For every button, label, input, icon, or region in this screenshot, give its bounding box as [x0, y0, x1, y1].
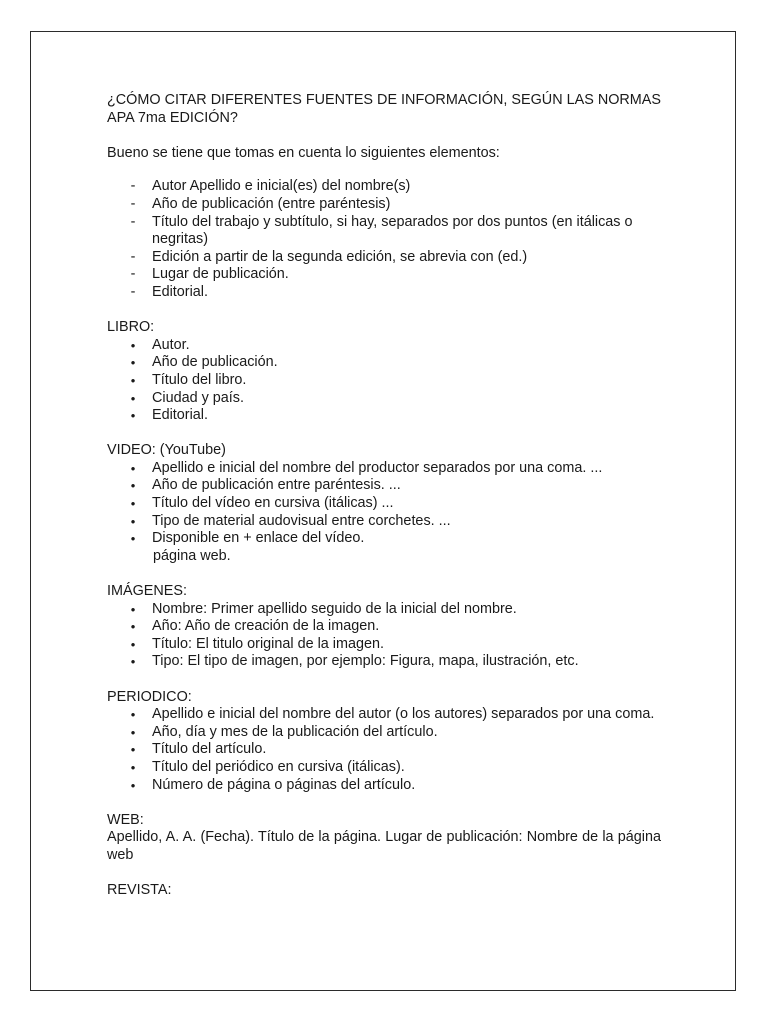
list-item: • Editorial. [107, 407, 661, 425]
bullet-marker: • [130, 531, 136, 547]
video-after-text: página web. [153, 547, 231, 564]
document-title: ¿CÓMO CITAR DIFERENTES FUENTES DE INFORMACIÓN, SEGÚN LAS NORMAS APA 7ma EDICIÓN? [107, 92, 661, 126]
list-item: • Tipo de material audovisual entre corchetes. ... [107, 513, 661, 531]
list-item: • Año: Año de creación de la imagen. [107, 618, 661, 636]
list-item: • Tipo: El tipo de imagen, por ejemplo: Figura, mapa, ilustración, etc. [107, 653, 661, 671]
section-heading-imagenes: IMÁGENES: [107, 583, 187, 600]
list-item: - Año de publicación (entre paréntesis) [107, 196, 661, 214]
section-periodico [107, 689, 661, 795]
list-item: - Título del trabajo y subtítulo, si hay, separados por dos puntos (en itálicas o negritas) [107, 214, 661, 249]
list-item: • Disponible en + enlace del vídeo. [107, 530, 661, 548]
section-revista [107, 882, 661, 900]
bullet-marker: • [130, 601, 136, 617]
bullet-marker: • [130, 777, 136, 793]
bullet-marker: • [130, 408, 136, 424]
list-item: • Título: El titulo original de la imagen. [107, 636, 661, 654]
list-item: • Año de publicación. [107, 354, 661, 372]
dash-marker: - [130, 283, 136, 300]
section-heading-revista: REVISTA: [107, 882, 172, 899]
bullet-marker: • [130, 619, 136, 635]
libro-list [107, 337, 661, 425]
section-heading-web: WEB: [107, 811, 144, 828]
list-item: - Editorial. [107, 284, 661, 302]
section-heading-video: VIDEO: (YouTube) [107, 442, 226, 459]
bullet-marker: • [130, 478, 136, 494]
section-video [107, 442, 661, 565]
list-item: - Lugar de publicación. [107, 266, 661, 284]
section-imagenes [107, 583, 661, 671]
bullet-marker: • [130, 654, 136, 670]
list-item: • Apellido e inicial del nombre del productor separados por una coma. ... [107, 460, 661, 478]
list-item: • Ciudad y país. [107, 390, 661, 408]
list-item: • Autor. [107, 337, 661, 355]
bullet-marker: • [130, 390, 136, 406]
web-citation-text: Apellido, A. A. (Fecha). Título de la página. Lugar de publicación: Nombre de la página web [107, 829, 661, 863]
bullet-marker: • [130, 636, 136, 652]
bullet-marker: • [130, 355, 136, 371]
dash-marker: - [130, 248, 136, 265]
list-item: • Título del libro. [107, 372, 661, 390]
dash-marker: - [130, 195, 136, 212]
bullet-marker: • [130, 513, 136, 529]
list-item: • Nombre: Primer apellido seguido de la inicial del nombre. [107, 601, 661, 619]
bullet-marker: • [130, 707, 136, 723]
document-content [107, 92, 661, 900]
document-page [30, 31, 736, 991]
intro-text: Bueno se tiene que tomas en cuenta lo siguientes elementos: [107, 144, 500, 161]
list-item: • Año de publicación entre paréntesis. ... [107, 477, 661, 495]
dash-marker: - [130, 178, 136, 195]
list-item: - Autor Apellido e inicial(es) del nombre(s) [107, 178, 661, 196]
bullet-marker: • [130, 337, 136, 353]
list-item: • Título del vídeo en cursiva (itálicas) ... [107, 495, 661, 513]
bullet-marker: • [130, 742, 136, 758]
bullet-marker: • [130, 496, 136, 512]
dash-marker: - [130, 213, 136, 230]
imagenes-list [107, 601, 661, 671]
periodico-list [107, 706, 661, 794]
list-item: • Apellido e inicial del nombre del autor (o los autores) separados por una coma. [107, 706, 661, 724]
list-item: • Título del artículo. [107, 741, 661, 759]
video-list [107, 460, 661, 548]
bullet-marker: • [130, 372, 136, 388]
list-item: • Año, día y mes de la publicación del artículo. [107, 724, 661, 742]
elements-list [107, 178, 661, 301]
bullet-marker: • [130, 460, 136, 476]
bullet-marker: • [130, 724, 136, 740]
section-heading-periodico: PERIODICO: [107, 688, 192, 705]
dash-marker: - [130, 266, 136, 283]
list-item: • Número de página o páginas del artículo. [107, 777, 661, 795]
section-web [107, 812, 661, 865]
section-heading-libro: LIBRO: [107, 319, 155, 336]
section-libro [107, 319, 661, 425]
bullet-marker: • [130, 759, 136, 775]
list-item: • Título del periódico en cursiva (itálicas). [107, 759, 661, 777]
list-item: - Edición a partir de la segunda edición, se abrevia con (ed.) [107, 249, 661, 267]
